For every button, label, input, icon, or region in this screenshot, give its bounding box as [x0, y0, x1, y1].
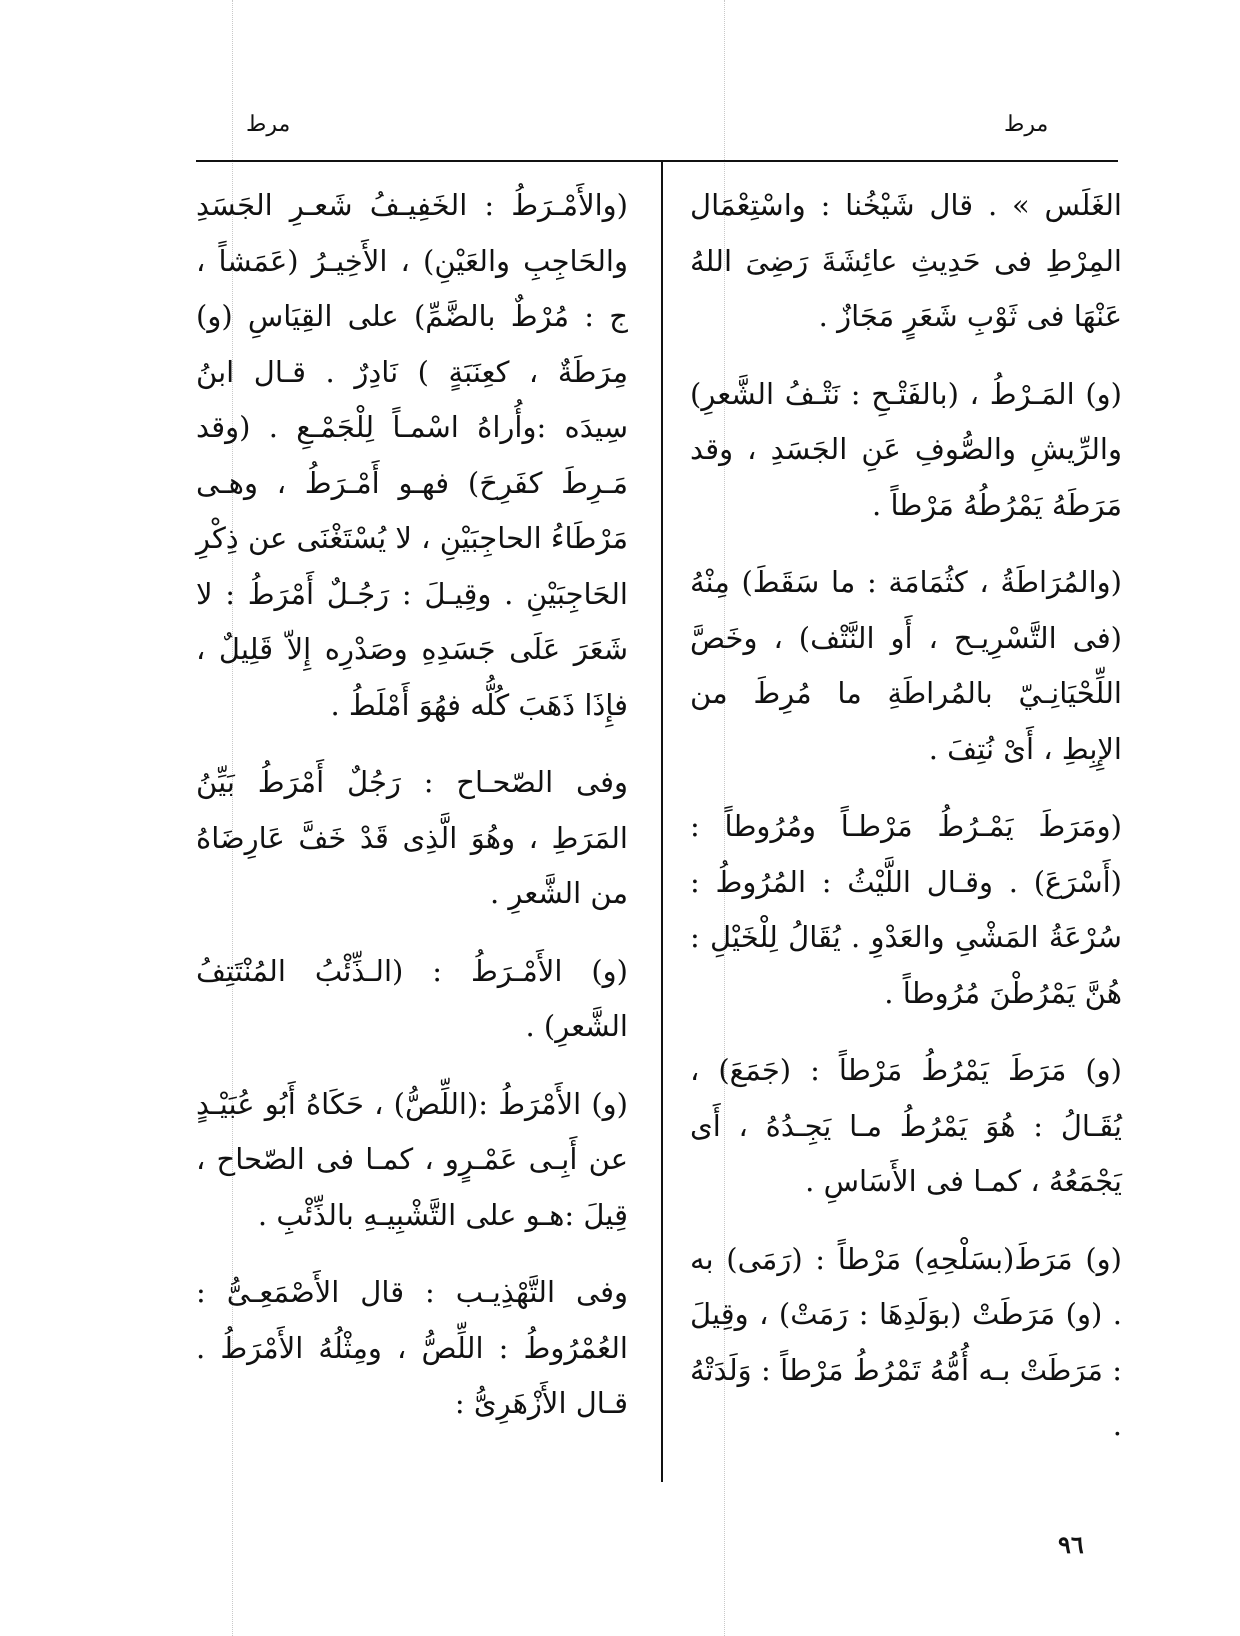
entry-paragraph: (و) الأَمْـرَطُ : (الـذِّئْبُ المُنْتَتِفُ الشَّعرِ) . [196, 953, 628, 1043]
entry-paragraph: (و) الأَمْرَطُ :(اللِّصُّ) ، حَكَاهُ أَبُو عُبَيْـدٍ عن أَبِـى عَمْـرٍو ، كمـا فى الصّحاح ، قِيلَ :هـو على التَّشْبِيـهِ بالذِّئْبِ . [196, 1086, 628, 1232]
entry-paragraph: (و) مَرَطَ(بسَلْحِهِ) مَرْطاً : (رَمَى) به . (و) مَرَطَتْ (بوَلَدِهَا : رَمَتْ) ، وقِيلَ : مَرَطَتْ بـه أُمُّهُ تَمْرُطُ مَرْطاً : وَلَدَتْهُ . [690, 1241, 1122, 1442]
entry-paragraph: (والمُرَاطَةُ ، كثُمَامَة : ما سَقَطَ) مِنْهُ (فى التَّسْرِيـح ، أَو النَّتْف) ، وخَصَّ اللِّحْيَانِـيّ بالمُراطَةِ ما مُرِطَ من الإِبِطِ ، أَىْ نُتِفَ . [690, 565, 1122, 766]
entry-paragraph: (والأَمْـرَطُ : الخَفِيـفُ شَعـرِ الجَسَدِ والحَاجِبِ والعَيْنِ) ، الأَخِيـرُ (عَمَشاً ، ج : مُرْطٌ بالضَّمِّ) على القِيَاسِ (و) مِرَطَةٌ ، كعِنَبَةٍ ) نَادِرٌ . قـال ابنُ سِيدَه :وأُراهُ اسْمـاً لِلْجَمْـعِ . (وقد مَـرِطَ كفَرِحَ) فهـو أَمْـرَطُ ، وهـى مَرْطَاءُ الحاجِبَيْنِ ، لا يُسْتَغْنَى عن ذِكْرِ الحَاجِبَيْنِ . وقِيـلَ : رَجُـلٌ أَمْرَطُ : لا شَعَرَ عَلَى جَسَدِهِ وصَدْرِه إِلاّ قَلِيلٌ ، فإِذَا ذَهَبَ كُلُّه فهُوَ أَمْلَطُ . [196, 188, 628, 722]
entry-paragraph: (ومَرَطَ يَمْـرُطُ مَرْطـاً ومُرُوطاً : (أَسْرَعَ) . وقـال اللَّيْثُ : المُرُوطُ : سُرْعَةُ المَشْىِ والعَدْوِ . يُقَالُ لِلْخَيْلِ : هُنَّ يَمْرُطْنَ مُرُوطاً . [690, 809, 1122, 1010]
running-header-right: مرط [1004, 112, 1049, 137]
entry-paragraph: وفى التَّهْذِيـب : قال الأَصْمَعِـىُّ : العُمْرُوطُ : اللِّصُّ ، ومِثْلُهُ الأَمْرَطُ . قـال الأَزْهَرِىُّ : [196, 1275, 628, 1420]
entry-paragraph: الغَلَس » . قال شَيْخُنا : واسْتِعْمَال المِرْطِ فى حَدِيثِ عائِشَةَ رَضِىَ اللهُ عَنْهَا فى ثَوْبِ شَعَرٍ مَجَازٌ . [690, 188, 1122, 333]
entry-paragraph: (و) المَـرْطُ ، (بالفَتْـحِ : نَتْـفُ الشَّعرِ) والرِّيشِ والصُّوفِ عَنِ الجَسَدِ ، وقد مَرَطَهُ يَمْرُطُهُ مَرْطاً . [690, 376, 1122, 522]
running-header-left: مرط [246, 112, 291, 137]
right-column [690, 178, 1122, 1476]
column-divider [661, 162, 663, 1482]
entry-paragraph: وفى الصّحـاح : رَجُلٌ أَمْرَطُ بَيِّنُ المَرَطِ ، وهُوَ الَّذِى قَدْ خَفَّ عَارِضَاهُ من الشَّعرِ . [196, 765, 628, 910]
page-number: ٩٦ [1058, 1530, 1084, 1559]
left-column [196, 178, 628, 1454]
header-rule [196, 160, 1118, 162]
entry-paragraph: (و) مَرَطَ يَمْرُطُ مَرْطاً : (جَمَعَ) ، يُقَـالُ : هُوَ يَمْرُطُ مـا يَجِـدُهُ ، أَى يَجْمَعُهُ ، كمـا فى الأَسَاسِ . [690, 1053, 1122, 1198]
